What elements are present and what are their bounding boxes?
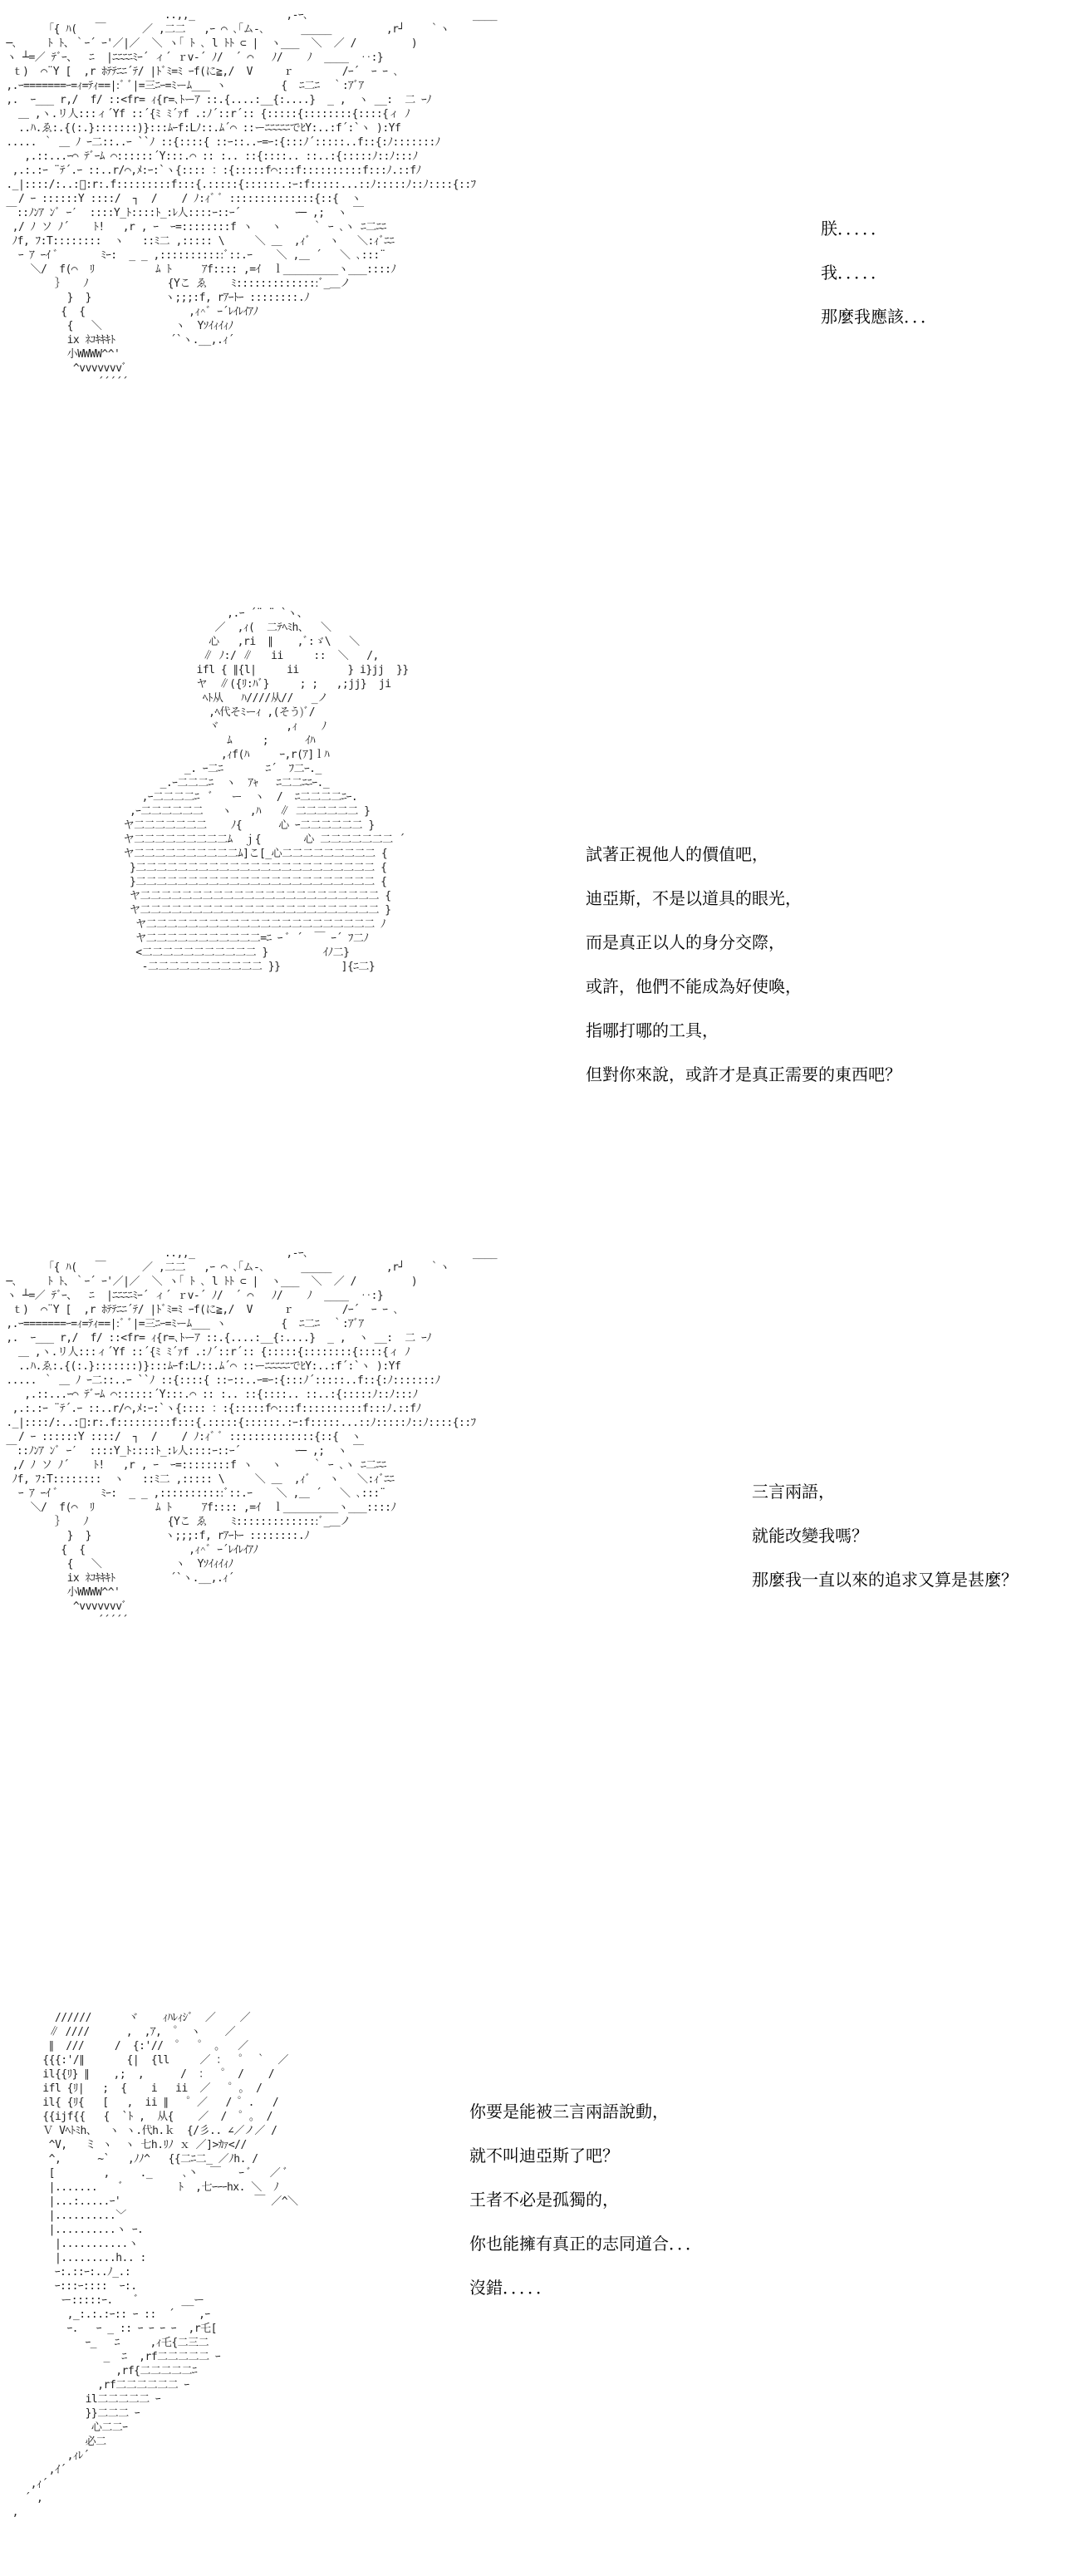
dialogue-line: 那麼我應該．．．: [821, 307, 937, 327]
dialogue-block: [586, 843, 901, 1108]
ascii-art-illustration: ..,,_ ,-ｰ､ ____ ｢{ ﾊ( ￣ ／ ,二二 ,ｰ ⌒ ､｢ム-､ _____ ,r┘ ｀ヽ ─､ ﾄ ﾄ、｀ｰ´ ｰ'／|／ ＼ ヽ｢ ﾄ ､ l ﾄﾄ ⊂ | ヽ___ ＼ ／ / ) ヽ ┴=／ ﾃﾞｰ、 ﾆ |ﾆﾆﾆﾆﾐｰ´ ィ´ ｒv-´ ﾉ/ ´ ⌒ ﾉ/ ﾉ ____ ‥:} ｔ) ⌒¨Y [ ,r ﾎﾃﾃﾆﾆ´ﾃ/ |ﾄﾞﾐ=ﾐ ｰf(に≧,/ V ｒ /ｰ´ ｰ ｰ ､ ,.ｰ=======ｰ=ｨ=ﾃｨ==|:ﾞ ﾞ|=三ﾆｰ=ﾐーﾑ___ ヽ { ﾆ二ﾆ ｀:ｱﾞｱ ,. ｰ___ r,/ f/ ::<fr= ｨ{r=､ﾄーｱ ::.{....:__{:....} _ , ヽ __: 二 ｰﾉ ＿ ,ヽ.リ人:::ィ´Yf ::´{ﾐ ﾐ´ｧf .:ﾉ´::r´:: {:::::{::::::::{::::{ィ ﾉ ..ﾊ.ゑ:.{(:.}:::::::)}:::ﾑｰf:Lﾉ::.ﾑ´⌒ ::ーﾆﾆﾆﾆﾆでﾋY:..:f´:`ヽ ):Yf ..... ｀ ＿ ﾉ ｰ二::..ｰ ``ﾉ ::{::::{ ::ｰ::..ｰ=ｰ:{:::ﾉ´:::::..f::{:ﾉ:::::::ﾉ ,.::...ｰ⌒ ﾃﾞｰﾑ ⌒::::::´Y:::.⌒ :: :.. ::{::::.. ::..:{:::::ﾉ::ﾉ:::ﾉ ,.:.:ｰ ¨ﾃ´.ｰ ::..r/⌒,ﾒ:ｰ:`ヽ{:::: ：:{:::::f⌒:::f::::::::::f:::ﾉ.::fﾉ ._|::::/:..:ﾞ:r:.f:::::::::f:::{.:::::{::::::.:ｰ:f:::::...::ﾉ:::::ﾉ::ﾉ::::{::ﾌ / ｰ ::::::Y ::::/ ┐ / / ﾉ:ｨﾞ ﾞ ::::::::::::::{::{ ヽ ￣::ﾉﾝｱ ﾝﾞ ｰ′ ::::Y_ﾄ::::ﾄ_:ﾚ人::::ｰ::ｰ´ ｰ─ ,; ヽ ￣ ,/ ﾉ ソ ﾉ´ ﾄ! ,r , ｰ ｰ=::::::::f ヽ ヽ ｀ ｰ ､ヽ ﾆ二ﾆﾆ ﾉf, ﾌ:T:::::::: ヽ ::ﾐ二 ,::::: \ ＼ ＿ ,ｨﾞ ヽ ＼:ｨﾞﾆﾆ ｰ ｱ ｰｲ ﾞ ﾐｰ: _ _ ,:::::::::::ﾞ::.ｰ ＼ ,＿ ´ ＼ ､:::¨ ＼/ f(⌒ ﾘ ﾑ ﾄ ｱf:::: ,=ｲ ｌ_________ヽ___::::ﾉ ｝ ﾉ {Yこ ゑ ﾐ::::::::::::::ﾞ_＿ノ } } ヽ;;;:f, rｱｰﾄｰ ::::::::.ﾉ { { ,ｨ^ﾞ ｰ´ﾚｲﾚｲｱﾉ { ＼ ヽ Yｿｲｨｲｨﾉ ix ﾈｺｷｷｷﾄ ´`ヽ.__,.ｨ´ 小WWWW^^' ^vvvvvvvﾞ ´´´´´: [6, 9, 498, 389]
dialogue-line: 你也能擁有真正的志同道合．．．: [469, 2234, 702, 2254]
dialogue-line: 那麼我一直以來的追求又算是甚麼？: [752, 1570, 1018, 1590]
dialogue-line: 迪亞斯，不是以道具的眼光，: [586, 888, 802, 908]
panel-4: [0, 1845, 1080, 2576]
dialogue-line: 我．．．．．: [821, 263, 887, 283]
dialogue-line: 就不叫迪亞斯了吧？: [469, 2146, 619, 2166]
dialogue-block: [821, 218, 937, 350]
dialogue-line: 指哪打哪的工具，: [586, 1020, 719, 1040]
dialogue-line: 而是真正以人的身分交際，: [586, 932, 785, 952]
dialogue-line: 王者不必是孤獨的，: [469, 2190, 619, 2210]
dialogue-line: 試著正視他人的價值吧，: [586, 844, 768, 864]
dialogue-line: 或許，他們不能成為好使喚，: [586, 976, 802, 996]
dialogue-block: [752, 1481, 1018, 1613]
dialogue-line: 就能改變我嗎？: [752, 1526, 868, 1546]
ascii-art-illustration: ////// ヾ ｨﾊﾚｨｼﾞ ／ ／ ∥ //// , ,ｱ, ゜ ヽ ／ ∥ /// / {:'// ゜ ゜ ｡ ／ {{{:'/∥ {| {ll ／ ： ゜ ｀ ／ il{{ﾘ} ∥ ,; , / ： ゜ / / ifl {ﾘ| ; { i ii ／ ゜｡ / il{ {ﾘ{ [ , ii ∥ ゜／ / ゜. / {{ijf{{ { `ﾄ , 从{ ／ / ゜｡ / Ｖ Vﾍﾄﾐh、 ヽ ヽ.代h.ｋ {/彡.. ∠／ノ／ / ^V, ミ ヽ ヽ 七h.ﾘﾉ ｘ ／]>ｶｧ<// ^, ~` ,ﾉﾉ^ {{二ﾆ二_ ／ﾉh. / [ , ._ ､丶 ￣ ｰ ﾞ ／ ﾞ |....... ﾞ ﾄ ,七ｰｰｰhx. ＼ ﾉ |...:.....ｰ' ￣ ／^＼ |..........﹀ |..........ヽ ｰ. |...........ヽ |.........h.. : ｰ:.::ｰ:..ﾉ_.: ｰ:::ｰ:::: ｰ:. ー:::::ｰ. ﾞ __ー ,_:.:.:ｰ:: ｰ :: ´ ,ｰ ｰ. ｰ _ :: ｰ ｰ ｰ ｰ ,r乇[ ｰ_ ﾆ ,ｨ乇{二三二 _ ﾆ ,rf二二二二二 ｰ ,rf{二二二二二ﾆ ,rf二二二二二二 ｰ il二二二二二 ｰ }}二二二 ｰ 心二二ｰ 必二 ,ｨﾚ´ ,ｲ´ ,ｨ´ ´ , ,: [12, 2012, 298, 2519]
dialogue-line: 沒錯．．．．．: [469, 2278, 552, 2298]
panel-3: [0, 1230, 1080, 1845]
dialogue-line: 三言兩語，: [752, 1482, 835, 1502]
ascii-art-illustration: ..,,_ ,-ｰ､ ____ ｢{ ﾊ( ￣ ／ ,二二 ,ｰ ⌒ ､｢ム-､ _____ ,r┘ ｀ヽ ─､ ﾄ ﾄ、｀ｰ´ ｰ'／|／ ＼ ヽ｢ ﾄ ､ l ﾄﾄ ⊂ | ヽ___ ＼ ／ / ) ヽ ┴=／ ﾃﾞｰ、 ﾆ |ﾆﾆﾆﾆﾐｰ´ ィ´ ｒv-´ ﾉ/ ´ ⌒ ﾉ/ ﾉ ____ ‥:} ｔ) ⌒¨Y [ ,r ﾎﾃﾃﾆﾆ´ﾃ/ |ﾄﾞﾐ=ﾐ ｰf(に≧,/ V ｒ /ｰ´ ｰ ｰ ､ ,.ｰ=======ｰ=ｨ=ﾃｨ==|:ﾞ ﾞ|=三ﾆｰ=ﾐーﾑ___ ヽ { ﾆ二ﾆ ｀:ｱﾞｱ ,. ｰ___ r,/ f/ ::<fr= ｨ{r=､ﾄーｱ ::.{....:__{:....} _ , ヽ __: 二 ｰﾉ ＿ ,ヽ.リ人:::ィ´Yf ::´{ﾐ ﾐ´ｧf .:ﾉ´::r´:: {:::::{::::::::{::::{ィ ﾉ ..ﾊ.ゑ:.{(:.}:::::::)}:::ﾑｰf:Lﾉ::.ﾑ´⌒ ::ーﾆﾆﾆﾆﾆでﾋY:..:f´:`ヽ ):Yf ..... ｀ ＿ ﾉ ｰ二::..ｰ ``ﾉ ::{::::{ ::ｰ::..ｰ=ｰ:{:::ﾉ´:::::..f::{:ﾉ:::::::ﾉ ,.::...ｰ⌒ ﾃﾞｰﾑ ⌒::::::´Y:::.⌒ :: :.. ::{::::.. ::..:{:::::ﾉ::ﾉ:::ﾉ ,.:.:ｰ ¨ﾃ´.ｰ ::..r/⌒,ﾒ:ｰ:`ヽ{:::: ：:{:::::f⌒:::f::::::::::f:::ﾉ.::fﾉ ._|::::/:..:ﾞ:r:.f:::::::::f:::{.:::::{::::::.:ｰ:f:::::...::ﾉ:::::ﾉ::ﾉ::::{::ﾌ / ｰ ::::::Y ::::/ ┐ / / ﾉ:ｨﾞ ﾞ ::::::::::::::{::{ ヽ ￣::ﾉﾝｱ ﾝﾞ ｰ′ ::::Y_ﾄ::::ﾄ_:ﾚ人::::ｰ::ｰ´ ｰ─ ,; ヽ ￣ ,/ ﾉ ソ ﾉ´ ﾄ! ,r , ｰ ｰ=::::::::f ヽ ヽ ｀ ｰ ､ヽ ﾆ二ﾆﾆ ﾉf, ﾌ:T:::::::: ヽ ::ﾐ二 ,::::: \ ＼ ＿ ,ｨﾞ ヽ ＼:ｨﾞﾆﾆ ｰ ｱ ｰｲ ﾞ ﾐｰ: _ _ ,:::::::::::ﾞ::.ｰ ＼ ,＿ ´ ＼ ､:::¨ ＼/ f(⌒ ﾘ ﾑ ﾄ ｱf:::: ,=ｲ ｌ_________ヽ___::::ﾉ ｝ ﾉ {Yこ ゑ ﾐ::::::::::::::ﾞ_＿ノ } } ヽ;;;:f, rｱｰﾄｰ ::::::::.ﾉ { { ,ｨ^ﾞ ｰ´ﾚｲﾚｲｱﾉ { ＼ ヽ Yｿｲｨｲｨﾉ ix ﾈｺｷｷｷﾄ ´`ヽ.__,.ｨ´ 小WWWW^^' ^vvvvvvvﾞ ´´´´´: [6, 1247, 498, 1627]
dialogue-block: [469, 2101, 702, 2321]
panel-1: [0, 0, 1080, 582]
dialogue-line: 你要是能被三言兩語說動，: [469, 2102, 669, 2121]
dialogue-line: 朕．．．．．: [821, 219, 887, 238]
panel-2: [0, 582, 1080, 1230]
dialogue-line: 但對你來說，或許才是真正需要的東西吧？: [586, 1064, 901, 1084]
ascii-art-illustration: ,.ｰ ´¨ ¨ `ヽ、 ／ ,ｨ( 二ﾃﾍﾐh、 ＼ 心 ,ri ∥ ,ﾞ:ゞ\ ＼ ∥ ﾉ:/ ∥ ii :: ＼ /, ifl { ∥{l| ii } i}jj }} ヤ ∥({ﾘ:ﾊﾞ} ; ; ,;jj} ji ﾍﾄ从 ﾊ////从// _ノ ,ﾍ代そﾐーｨ ,(そう)ﾞ/ ヾ ,ｨ ﾉ ﾑ ; ｲﾊ ,ｨf(ﾊ ｰ,r(ｱ]ｌﾊ _. ｰ二ﾆ ﾆ´ ﾌ二ｰ._ _.ｰ二二二ﾆ ヽ ｱｬ ﾆ二二ﾆﾆｰ._ ,ｰ二二二二ﾆ ﾞ ー ヽ / ﾆ二二二二ﾆｰ. ,ｰ二二二二二二 ヽ ,ﾊ ∥ 二二二二二二 } ヤ二二二二二二二 ﾉ{ 心 ｰ二二二二二二 } ヤ二二二二二二二二二ﾑ ｊ{ 心 二二二二二二二 ´ ヤ二二二二二二二二二二ﾑ]こ[_心二二二二二二二二二 { }二二二二二二二二二二二二二二二二二二二二二二二 { }二二二二二二二二二二二二二二二二二二二二二二二 { ヤ二二二二二二二二二二二二二二二二二二二二二二二 { ヤ二二二二二二二二二二二二二二二二二二二二二二二 } ヤ二二二二二二二二二二二二二二二二二二二二二二 ﾉ ヤ二二二二二二二二二二二=ﾆ ｰ ﾞ ´ ￣ ｰ´ ﾌ二ﾉ <二二二二二二二二二二二 } ｲﾉ二} ‐二二二二二二二二二二二 }} ]{ﾆ二}: [123, 607, 409, 973]
